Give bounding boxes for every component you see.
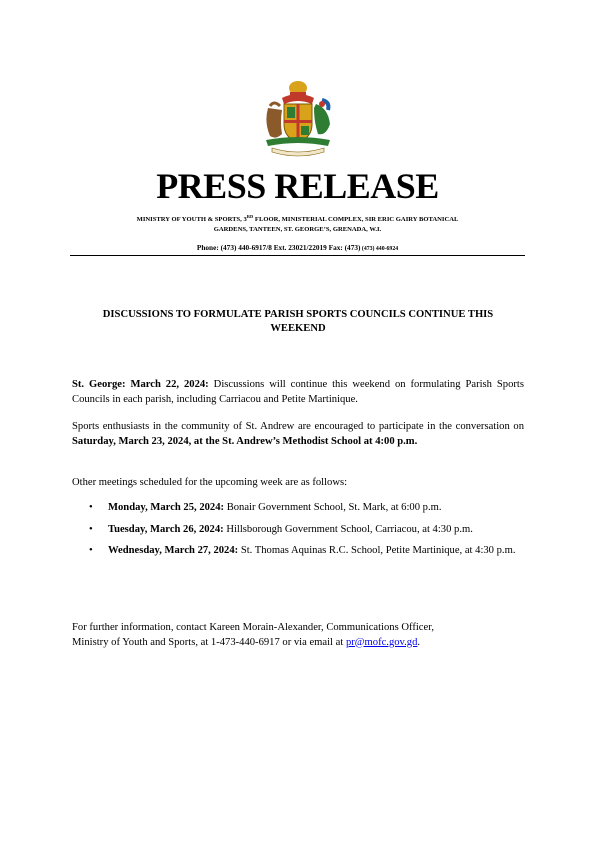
coat-of-arms-icon: [260, 78, 336, 158]
bullet-icon: •: [89, 545, 93, 556]
list-item: • Monday, March 25, 2024: Bonair Government School, St. Mark, at 6:00 p.m.: [89, 502, 442, 513]
bullet-icon: •: [89, 523, 93, 535]
ministry-address: MINISTRY OF YOUTH & SPORTS, 3RD FLOOR, MINISTERIAL COMPLEX, SIR ERIC GAIRY BOTANICAL GARDENS, TANTEEN, ST. GEORGE’S, GRENADA, W.I.: [136, 214, 459, 234]
contact-phone-fax: Phone: (473) 440-6917/8 Ext. 23021/22019 Fax: (473) (473) 440-6924: [196, 243, 399, 252]
list-item: • Tuesday, March 26, 2024: Hillsborough Government School, Carriacou, at 4:30 p.m.: [89, 523, 473, 535]
page-title: PRESS RELEASE: [156, 166, 439, 206]
headline: DISCUSSIONS TO FORMULATE PARISH SPORTS COUNCILS CONTINUE THIS WEEKEND: [102, 309, 494, 334]
email-link[interactable]: pr@mofc.gov.gd: [345, 636, 418, 648]
bullet-icon: •: [89, 502, 93, 513]
footer-contact: For further information, contact Kareen Morain-Alexander, Communications Officer, Ministry of Youth and Sports, at 1-473-440-6917 or via email at pr@mofc.gov.gd.: [72, 622, 434, 648]
meetings-list: [72, 501, 532, 570]
list-item: • Wednesday, March 27, 2024: St. Thomas Aquinas R.C. School, Petite Martinique, at 4:30 p.m.: [72, 540, 532, 562]
paragraph-st-andrew: Sports enthusiasts in the community of St. Andrew are encouraged to participate in the conversation on Saturday, March 23, 2024, at the St. Andrew’s Methodist School at 4:00 p.m.: [72, 421, 524, 447]
paragraph-intro: St. George: March 22, 2024: Discussions will continue this weekend on formulating Parish Sports Councils in each parish, including Carriacou and Petite Martinique.: [72, 379, 524, 405]
header-divider: [70, 255, 525, 256]
paragraph-other-meetings: Other meetings scheduled for the upcoming week are as follows:: [72, 477, 348, 488]
